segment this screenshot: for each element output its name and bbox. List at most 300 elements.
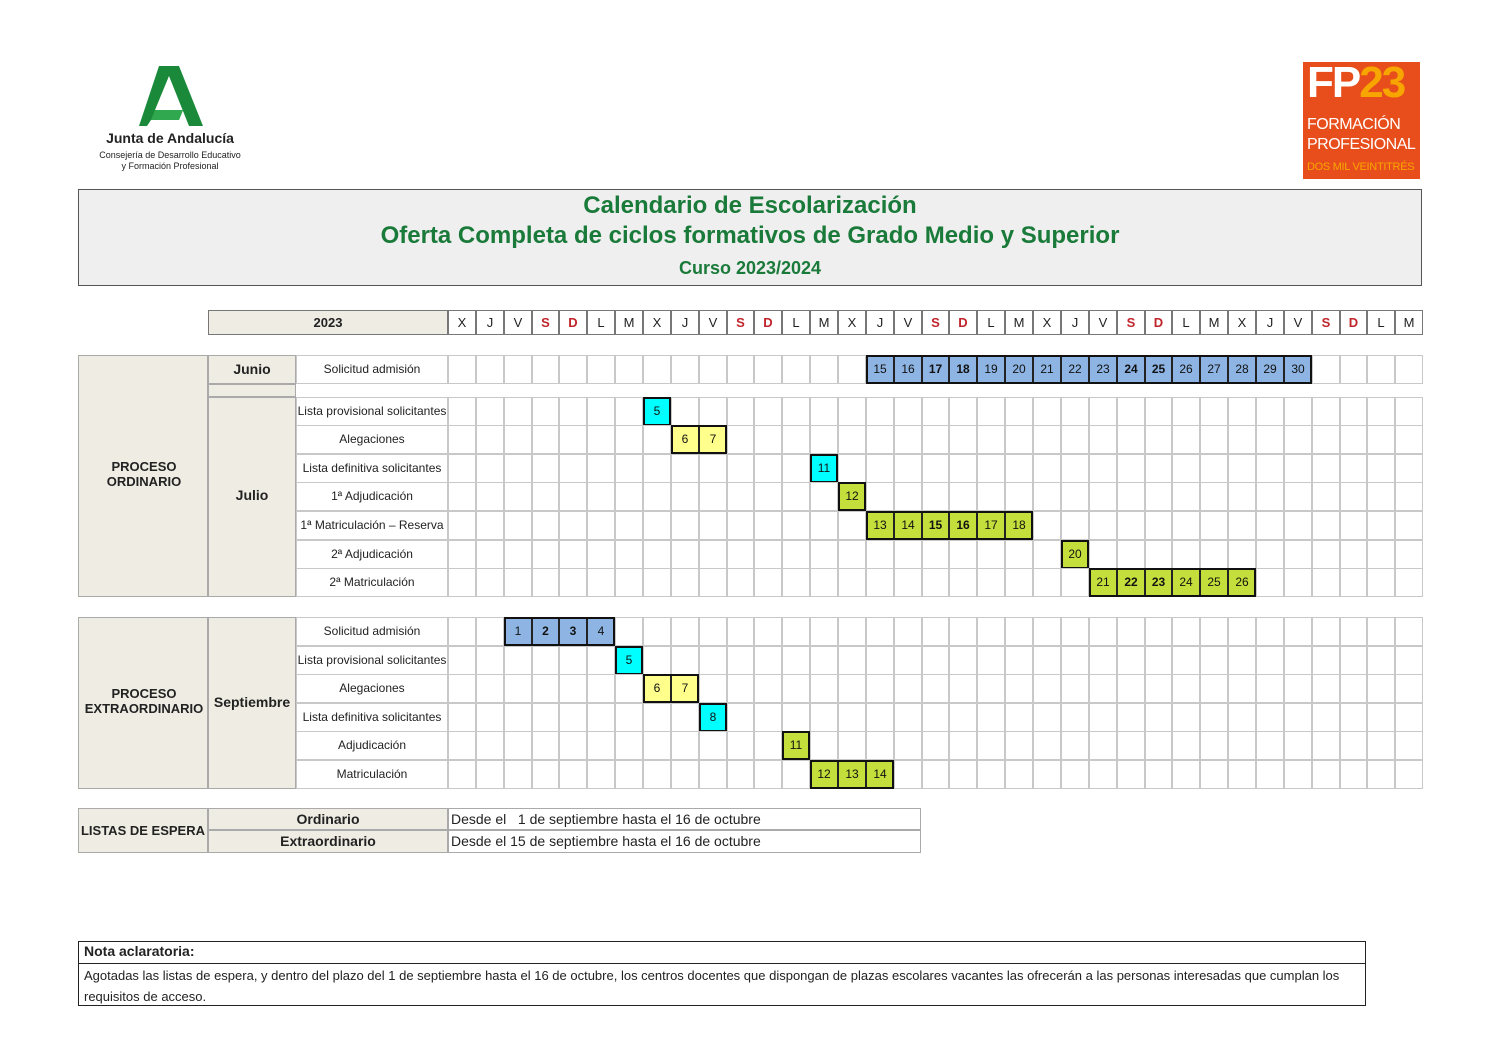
date-cell: 7 (671, 674, 699, 703)
grid-cell (1005, 540, 1033, 569)
weekday-header-cell: L (1367, 310, 1395, 335)
grid-cell (754, 397, 782, 426)
date-cell: 28 (1228, 355, 1256, 384)
grid-cell (1172, 617, 1200, 646)
grid-cell (977, 617, 1005, 646)
date-cell: 26 (1172, 355, 1200, 384)
grid-cell (866, 703, 894, 732)
grid-cell (977, 731, 1005, 760)
grid-cell (949, 646, 977, 675)
grid-cell (643, 511, 671, 540)
grid-cell (727, 397, 754, 426)
grid-cell (587, 482, 615, 511)
activity-label: Lista provisional solicitantes (296, 646, 448, 675)
grid-cell (559, 454, 587, 483)
grid-cell (643, 540, 671, 569)
grid-cell (754, 703, 782, 732)
title-box (78, 189, 1422, 286)
julio-label: Julio (235, 487, 269, 503)
grid-cell (448, 703, 476, 732)
grid-cell (532, 674, 559, 703)
date-cell: 20 (1061, 540, 1089, 569)
grid-cell (1145, 454, 1172, 483)
grid-cell (671, 511, 699, 540)
grid-cell (1256, 511, 1284, 540)
grid-cell (1033, 568, 1061, 597)
grid-cell (615, 454, 643, 483)
grid-cell (810, 482, 838, 511)
grid-cell (1172, 425, 1200, 454)
grid-cell (504, 355, 532, 384)
weekday-header-cell: X (1228, 310, 1256, 335)
grid-cell (1340, 674, 1367, 703)
grid-cell (671, 760, 699, 789)
grid-cell (894, 540, 922, 569)
grid-cell (922, 425, 949, 454)
date-cell: 12 (838, 482, 866, 511)
grid-cell (1061, 703, 1089, 732)
grid-cell (587, 568, 615, 597)
grid-cell (1089, 703, 1117, 732)
grid-cell (754, 568, 782, 597)
grid-cell (949, 482, 977, 511)
junta-sub-2: y Formación Profesional (121, 161, 219, 171)
date-cell: 5 (615, 646, 643, 675)
grid-cell (977, 397, 1005, 426)
junta-name: Junta de Andalucía (106, 130, 234, 146)
grid-cell (615, 482, 643, 511)
grid-cell (532, 568, 559, 597)
date-cell: 13 (838, 760, 866, 789)
grid-cell (699, 355, 727, 384)
grid-cell (1145, 540, 1172, 569)
weekday-header-cell: X (838, 310, 866, 335)
grid-cell (1172, 482, 1200, 511)
activity-label: Lista definitiva solicitantes (296, 454, 448, 483)
grid-cell (866, 482, 894, 511)
grid-cell (1005, 646, 1033, 675)
grid-cell (1256, 454, 1284, 483)
fp-line2: PROFESIONAL (1307, 136, 1416, 153)
date-cell: 19 (977, 355, 1005, 384)
date-cell: 12 (810, 760, 838, 789)
grid-cell (1256, 425, 1284, 454)
grid-cell (504, 454, 532, 483)
grid-cell (1395, 482, 1423, 511)
grid-cell (615, 703, 643, 732)
grid-cell (559, 568, 587, 597)
grid-cell (1340, 731, 1367, 760)
grid-cell (532, 540, 559, 569)
grid-cell (782, 760, 810, 789)
weekday-header-cell: J (476, 310, 504, 335)
grid-cell (615, 425, 643, 454)
grid-cell (532, 482, 559, 511)
grid-cell (949, 454, 977, 483)
weekday-header-cell: V (699, 310, 727, 335)
grid-cell (643, 425, 671, 454)
grid-cell (1089, 454, 1117, 483)
grid-cell (866, 568, 894, 597)
grid-cell (1033, 540, 1061, 569)
grid-cell (643, 355, 671, 384)
grid-cell (1367, 425, 1395, 454)
grid-cell (727, 617, 754, 646)
septiembre-label: Septiembre (213, 694, 291, 710)
grid-cell (782, 568, 810, 597)
grid-cell (559, 511, 587, 540)
date-cell: 30 (1284, 355, 1312, 384)
grid-cell (587, 760, 615, 789)
grid-cell (1256, 482, 1284, 511)
grid-cell (1228, 482, 1256, 511)
extraordinario-label: PROCESO EXTRAORDINARIO (84, 686, 204, 716)
grid-cell (810, 397, 838, 426)
grid-cell (587, 674, 615, 703)
grid-cell (922, 397, 949, 426)
grid-cell (1089, 482, 1117, 511)
grid-cell (1284, 760, 1312, 789)
grid-cell (1005, 397, 1033, 426)
grid-cell (699, 511, 727, 540)
grid-cell (922, 674, 949, 703)
grid-cell (587, 703, 615, 732)
grid-cell (1228, 674, 1256, 703)
grid-cell (754, 540, 782, 569)
grid-cell (1089, 646, 1117, 675)
junta-sub-1: Consejería de Desarrollo Educativo (99, 150, 241, 160)
grid-cell (894, 425, 922, 454)
activity-label: Lista definitiva solicitantes (296, 703, 448, 732)
grid-cell (671, 731, 699, 760)
grid-cell (1200, 617, 1228, 646)
grid-cell (1033, 760, 1061, 789)
nota-title: Nota aclaratoria: (84, 943, 195, 959)
grid-cell (754, 760, 782, 789)
grid-cell (727, 511, 754, 540)
grid-cell (922, 568, 949, 597)
grid-cell (1200, 703, 1228, 732)
grid-cell (949, 397, 977, 426)
junio-label: Junio (233, 361, 271, 377)
grid-cell (810, 568, 838, 597)
date-cell: 11 (810, 454, 838, 483)
grid-cell (587, 511, 615, 540)
grid-cell (754, 617, 782, 646)
date-cell: 26 (1228, 568, 1256, 597)
grid-cell (754, 646, 782, 675)
grid-cell (1200, 674, 1228, 703)
grid-cell (615, 760, 643, 789)
grid-cell (1312, 760, 1340, 789)
date-cell: 21 (1033, 355, 1061, 384)
grid-cell (1061, 617, 1089, 646)
grid-cell (504, 760, 532, 789)
junta-andalucia-emblem-icon (139, 66, 209, 128)
date-cell: 8 (699, 703, 727, 732)
grid-cell (1117, 703, 1145, 732)
grid-cell (476, 568, 504, 597)
grid-cell (1340, 703, 1367, 732)
grid-cell (559, 674, 587, 703)
title-line-2: Oferta Completa de ciclos formativos de Grado Medio y Superior (380, 222, 1120, 249)
grid-cell (1395, 760, 1423, 789)
grid-cell (727, 355, 754, 384)
grid-cell (1367, 760, 1395, 789)
grid-cell (1061, 760, 1089, 789)
grid-cell (1340, 568, 1367, 597)
grid-cell (448, 397, 476, 426)
grid-cell (699, 760, 727, 789)
grid-cell (1228, 397, 1256, 426)
grid-cell (1284, 454, 1312, 483)
grid-cell (782, 397, 810, 426)
grid-cell (838, 731, 866, 760)
grid-cell (1061, 454, 1089, 483)
grid-cell (1033, 454, 1061, 483)
julio-month-cell (208, 397, 296, 597)
weekday-header-cell: D (754, 310, 782, 335)
grid-cell (476, 617, 504, 646)
grid-cell (1395, 540, 1423, 569)
grid-cell (754, 674, 782, 703)
grid-cell (1200, 646, 1228, 675)
grid-cell (727, 540, 754, 569)
grid-cell (977, 703, 1005, 732)
grid-cell (587, 731, 615, 760)
listas-ordinario-type: Ordinario (208, 808, 448, 830)
grid-cell (1340, 425, 1367, 454)
grid-cell (504, 482, 532, 511)
date-cell: 15 (866, 355, 894, 384)
grid-cell (615, 617, 643, 646)
activity-label: Lista provisional solicitantes (296, 397, 448, 426)
grid-cell (1395, 425, 1423, 454)
grid-cell (1395, 454, 1423, 483)
grid-cell (587, 355, 615, 384)
grid-cell (1340, 540, 1367, 569)
grid-cell (838, 355, 866, 384)
grid-cell (615, 397, 643, 426)
date-cell: 23 (1145, 568, 1172, 597)
grid-cell (894, 760, 922, 789)
grid-cell (949, 731, 977, 760)
grid-cell (1005, 425, 1033, 454)
grid-cell (894, 703, 922, 732)
date-cell: 7 (699, 425, 727, 454)
grid-cell (1200, 511, 1228, 540)
grid-cell (1033, 731, 1061, 760)
grid-cell (476, 731, 504, 760)
listas-extraordinario-text: Desde el 15 de septiembre hasta el 16 de octubre (448, 830, 921, 853)
grid-cell (476, 540, 504, 569)
grid-cell (922, 731, 949, 760)
junio-spacer (208, 384, 296, 397)
grid-cell (532, 397, 559, 426)
date-cell: 22 (1117, 568, 1145, 597)
grid-cell (1172, 674, 1200, 703)
date-cell: 24 (1172, 568, 1200, 597)
grid-cell (727, 760, 754, 789)
weekday-header-cell: V (894, 310, 922, 335)
grid-cell (1367, 731, 1395, 760)
grid-cell (1312, 617, 1340, 646)
grid-cell (782, 646, 810, 675)
grid-cell (1284, 397, 1312, 426)
listas-espera-section (78, 808, 208, 853)
grid-cell (1089, 731, 1117, 760)
grid-cell (1089, 540, 1117, 569)
grid-cell (1089, 760, 1117, 789)
grid-cell (1200, 397, 1228, 426)
grid-cell (559, 731, 587, 760)
grid-cell (1228, 454, 1256, 483)
grid-cell (476, 674, 504, 703)
grid-cell (504, 425, 532, 454)
activity-label: Alegaciones (296, 425, 448, 454)
grid-cell (532, 731, 559, 760)
grid-cell (504, 674, 532, 703)
grid-cell (1340, 646, 1367, 675)
grid-cell (1367, 454, 1395, 483)
grid-cell (1061, 511, 1089, 540)
date-cell: 14 (866, 760, 894, 789)
weekday-header-cell: D (949, 310, 977, 335)
grid-cell (1312, 731, 1340, 760)
grid-cell (1061, 646, 1089, 675)
grid-cell (1033, 482, 1061, 511)
grid-cell (1033, 425, 1061, 454)
grid-cell (1172, 760, 1200, 789)
grid-cell (476, 703, 504, 732)
grid-cell (476, 511, 504, 540)
grid-cell (559, 540, 587, 569)
grid-cell (448, 646, 476, 675)
grid-cell (1145, 646, 1172, 675)
grid-cell (977, 568, 1005, 597)
grid-cell (476, 482, 504, 511)
grid-cell (866, 425, 894, 454)
grid-cell (448, 617, 476, 646)
grid-cell (838, 674, 866, 703)
grid-cell (782, 703, 810, 732)
grid-cell (559, 397, 587, 426)
grid-cell (699, 617, 727, 646)
grid-cell (1061, 397, 1089, 426)
grid-cell (922, 617, 949, 646)
grid-cell (1367, 568, 1395, 597)
grid-cell (699, 482, 727, 511)
grid-cell (1200, 425, 1228, 454)
listas-extraordinario-type: Extraordinario (208, 830, 448, 853)
grid-cell (754, 425, 782, 454)
date-cell: 6 (643, 674, 671, 703)
grid-cell (782, 511, 810, 540)
nota-text: Agotadas las listas de espera, y dentro del plazo del 1 de septiembre hasta el 16 de octubre, los centros docentes que dispongan de plazas escolares vacantes las ofrecerán a las personas interesadas que cumplan los requisitos de acceso. (84, 968, 1340, 1004)
grid-cell (476, 454, 504, 483)
grid-cell (1312, 646, 1340, 675)
grid-cell (699, 674, 727, 703)
grid-cell (1312, 703, 1340, 732)
grid-cell (810, 425, 838, 454)
grid-cell (1145, 511, 1172, 540)
grid-cell (671, 703, 699, 732)
fp-line1: FORMACIÓN (1307, 116, 1401, 133)
grid-cell (532, 703, 559, 732)
grid-cell (1145, 425, 1172, 454)
grid-cell (922, 454, 949, 483)
grid-cell (1172, 540, 1200, 569)
grid-cell (782, 674, 810, 703)
date-cell: 5 (643, 397, 671, 426)
grid-cell (1145, 482, 1172, 511)
grid-cell (754, 731, 782, 760)
grid-cell (643, 731, 671, 760)
grid-cell (643, 454, 671, 483)
grid-cell (782, 617, 810, 646)
grid-cell (1145, 674, 1172, 703)
grid-cell (1117, 617, 1145, 646)
grid-cell (838, 397, 866, 426)
grid-cell (866, 674, 894, 703)
grid-cell (949, 568, 977, 597)
grid-cell (448, 454, 476, 483)
grid-cell (1312, 482, 1340, 511)
grid-cell (559, 760, 587, 789)
grid-cell (1395, 568, 1423, 597)
date-cell: 24 (1117, 355, 1145, 384)
grid-cell (448, 511, 476, 540)
grid-cell (1340, 397, 1367, 426)
weekday-header-cell: S (1117, 310, 1145, 335)
activity-label: Matriculación (296, 760, 448, 789)
header-year: 2023 (208, 310, 448, 335)
grid-cell (1172, 731, 1200, 760)
grid-cell (922, 540, 949, 569)
grid-cell (615, 540, 643, 569)
date-cell: 6 (671, 425, 699, 454)
grid-cell (559, 355, 587, 384)
grid-cell (727, 454, 754, 483)
grid-cell (1117, 454, 1145, 483)
grid-cell (1033, 674, 1061, 703)
junta-andalucia-logo (85, 62, 265, 177)
grid-cell (1005, 568, 1033, 597)
grid-cell (1172, 397, 1200, 426)
grid-cell (1367, 703, 1395, 732)
grid-cell (1312, 568, 1340, 597)
grid-cell (1395, 355, 1423, 384)
grid-cell (1117, 397, 1145, 426)
grid-cell (1256, 674, 1284, 703)
grid-cell (1033, 703, 1061, 732)
grid-cell (977, 454, 1005, 483)
grid-cell (671, 397, 699, 426)
grid-cell (1284, 511, 1312, 540)
grid-cell (977, 540, 1005, 569)
grid-cell (1089, 674, 1117, 703)
date-cell: 25 (1145, 355, 1172, 384)
grid-cell (922, 703, 949, 732)
listas-espera-label: LISTAS DE ESPERA (80, 823, 205, 838)
grid-cell (1117, 511, 1145, 540)
grid-cell (671, 355, 699, 384)
weekday-header-cell: V (1284, 310, 1312, 335)
grid-cell (838, 425, 866, 454)
grid-cell (1256, 703, 1284, 732)
grid-cell (1145, 760, 1172, 789)
grid-cell (1200, 482, 1228, 511)
